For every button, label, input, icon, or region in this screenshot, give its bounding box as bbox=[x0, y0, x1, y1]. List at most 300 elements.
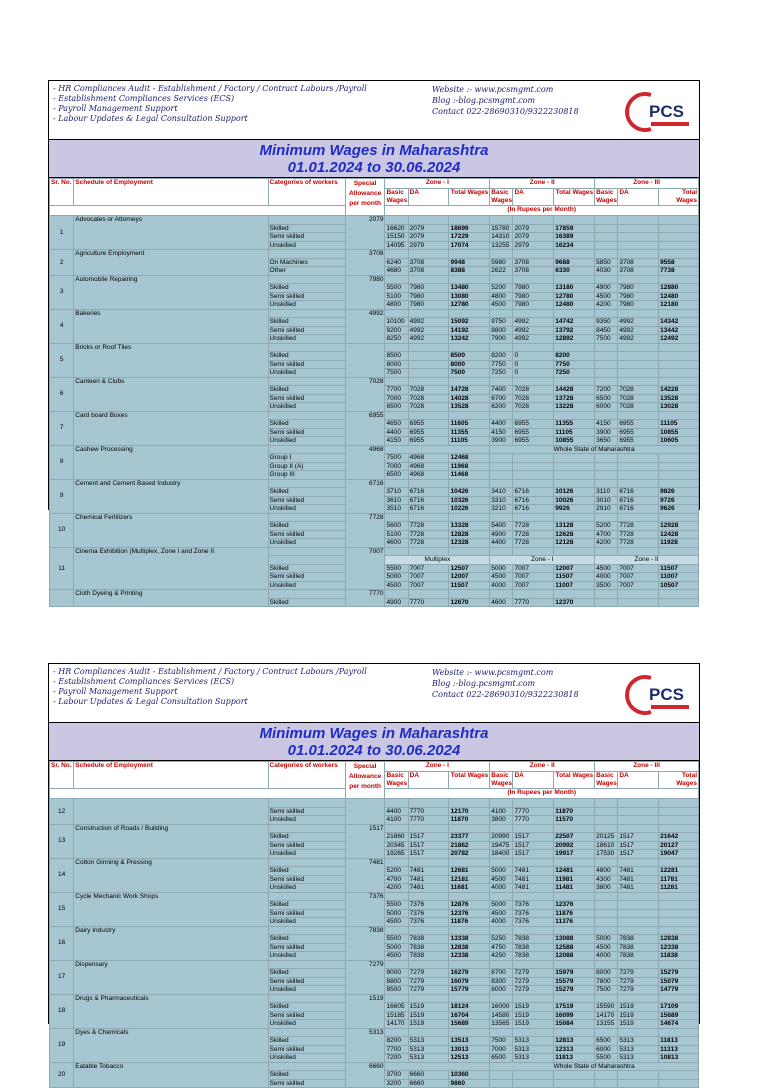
schedule-row bbox=[50, 994, 699, 1003]
title-bar bbox=[49, 140, 699, 178]
wage-cell: 5000 bbox=[490, 867, 513, 876]
wage-cell: 17229 bbox=[449, 233, 490, 242]
wage-cell bbox=[618, 807, 659, 816]
wage-cell bbox=[618, 909, 659, 918]
wage-cell bbox=[595, 1079, 618, 1088]
col-total: Total Wages bbox=[554, 772, 595, 789]
wage-cell: 6716 bbox=[513, 505, 554, 514]
wage-cell: 4250 bbox=[490, 952, 513, 961]
wage-cell: 15092 bbox=[449, 318, 490, 327]
wage-cell: 12338 bbox=[449, 952, 490, 961]
wage-cell: 6500 bbox=[595, 1037, 618, 1046]
wage-cell: 18610 bbox=[595, 841, 618, 850]
service-line: - HR Compliances Audit - Establishment / Factory / Contract Labours /Payroll bbox=[53, 667, 367, 676]
wage-cell bbox=[408, 360, 449, 369]
wage-cell: 4150 bbox=[595, 420, 618, 429]
wage-cell: 6000 bbox=[595, 403, 618, 412]
wage-cell: 6330 bbox=[554, 267, 595, 276]
wage-cell: 3708 bbox=[618, 258, 659, 267]
wage-cell: 7728 bbox=[513, 522, 554, 531]
page-2 bbox=[48, 663, 700, 1087]
website-link[interactable]: Website :- www.pcsmgmt.com bbox=[432, 85, 554, 94]
wage-cell: 14674 bbox=[659, 1020, 699, 1029]
wage-cell: 9200 bbox=[385, 326, 408, 335]
wage-cell: 14342 bbox=[659, 318, 699, 327]
wage-cell: 1519 bbox=[513, 1020, 554, 1029]
wage-cell: 4500 bbox=[490, 301, 513, 310]
wage-cell: 7838 bbox=[618, 935, 659, 944]
sr-no: 8 bbox=[50, 445, 74, 479]
wage-cell: 15279 bbox=[554, 986, 595, 995]
wage-cell: 4968 bbox=[408, 454, 449, 463]
wage-cell: 4992 bbox=[618, 326, 659, 335]
wage-cell: 12492 bbox=[659, 335, 699, 344]
wage-cell: 6500 bbox=[595, 394, 618, 403]
wage-cell: 4500 bbox=[385, 581, 408, 590]
wage-cell: 16099 bbox=[554, 1011, 595, 1020]
sr-no: 14 bbox=[50, 858, 74, 892]
wage-cell: 15780 bbox=[490, 224, 513, 233]
wage-cell: 4800 bbox=[490, 292, 513, 301]
wage-cell: 21642 bbox=[659, 833, 699, 842]
wage-cell: 4500 bbox=[385, 918, 408, 927]
special-allowance bbox=[345, 799, 385, 825]
wage-cell: 6716 bbox=[408, 496, 449, 505]
wage-cell: 10855 bbox=[554, 437, 595, 446]
wage-cell: 7481 bbox=[408, 867, 449, 876]
wage-cell: 13028 bbox=[659, 403, 699, 412]
employment-name: Cement and Cement Based Industry bbox=[74, 479, 268, 513]
wage-cell: 4000 bbox=[490, 581, 513, 590]
wage-cell: 4600 bbox=[385, 539, 408, 548]
service-line: - Labour Updates & Legal Consultation Support bbox=[53, 114, 248, 123]
service-line: - Establishment Compliances Services (ECS) bbox=[53, 677, 235, 686]
sr-no: 19 bbox=[50, 1028, 74, 1062]
worker-category: Skilled bbox=[268, 564, 345, 573]
wage-cell: 13155 bbox=[595, 1020, 618, 1029]
contact-text: Contact 022-28690310/9322230818 bbox=[432, 107, 579, 116]
wage-cell: 4992 bbox=[513, 335, 554, 344]
special-allowance: 7376 bbox=[345, 892, 385, 926]
special-allowance: 7007 bbox=[345, 547, 385, 590]
wage-cell: 3708 bbox=[513, 258, 554, 267]
worker-category: Skilled bbox=[268, 1003, 345, 1012]
wage-cell: 2079 bbox=[408, 233, 449, 242]
wage-cell: 19475 bbox=[490, 841, 513, 850]
wage-cell: 7376 bbox=[513, 918, 554, 927]
wage-cell: 11876 bbox=[554, 909, 595, 918]
wage-cell: 3310 bbox=[490, 496, 513, 505]
wage-cell: 20782 bbox=[449, 850, 490, 859]
wage-cell: 7500 bbox=[490, 1037, 513, 1046]
wage-cell: 6955 bbox=[408, 428, 449, 437]
wage-cell: 5313 bbox=[513, 1054, 554, 1063]
wage-cell: 7980 bbox=[618, 284, 659, 293]
worker-category: Semi skilled bbox=[268, 841, 345, 850]
wage-cell bbox=[513, 1079, 554, 1088]
wage-cell: 0 bbox=[513, 369, 554, 378]
wage-cell bbox=[659, 241, 699, 250]
wage-cell: 7481 bbox=[618, 884, 659, 893]
wage-cell: 12513 bbox=[449, 1054, 490, 1063]
wage-cell: 7376 bbox=[408, 901, 449, 910]
wage-cell: 12428 bbox=[659, 530, 699, 539]
wage-cell: 4400 bbox=[490, 420, 513, 429]
wage-cell: 5100 bbox=[385, 292, 408, 301]
wage-cell: 7028 bbox=[618, 394, 659, 403]
wage-cell: 7200 bbox=[595, 386, 618, 395]
wage-cell: 8200 bbox=[554, 352, 595, 361]
employment-name: Advocates or Attorneys bbox=[74, 216, 268, 250]
wage-cell: 13480 bbox=[449, 284, 490, 293]
wage-cell bbox=[618, 901, 659, 910]
wage-cell: 7770 bbox=[513, 816, 554, 825]
blog-link[interactable]: Blog :-blog.pcsmgmt.com bbox=[432, 679, 536, 688]
wage-cell: 5500 bbox=[595, 1054, 618, 1063]
wage-cell: 5313 bbox=[408, 1037, 449, 1046]
wage-cell: 19265 bbox=[385, 850, 408, 859]
schedule-row bbox=[50, 960, 699, 969]
wage-cell bbox=[595, 807, 618, 816]
wage-cell: 6500 bbox=[385, 403, 408, 412]
worker-category: On Machines bbox=[268, 258, 345, 267]
wage-cell: 7376 bbox=[513, 901, 554, 910]
wage-cell: 7750 bbox=[490, 360, 513, 369]
wage-cell: 7980 bbox=[513, 301, 554, 310]
wage-cell: 12813 bbox=[554, 1037, 595, 1046]
col-zone2: Zone - II bbox=[490, 762, 595, 772]
wage-cell: 4200 bbox=[595, 301, 618, 310]
schedule-row bbox=[50, 445, 699, 454]
wage-cell: 8300 bbox=[490, 977, 513, 986]
wage-cell: 10813 bbox=[659, 1054, 699, 1063]
wage-cell: 4992 bbox=[408, 335, 449, 344]
wage-cell: 7800 bbox=[595, 977, 618, 986]
wage-cell: 4000 bbox=[595, 952, 618, 961]
wage-cell: 3710 bbox=[385, 488, 408, 497]
wage-cell: 15150 bbox=[385, 233, 408, 242]
worker-category: Unskilled bbox=[268, 1020, 345, 1029]
service-line: - Payroll Management Support bbox=[53, 104, 178, 113]
employment-name: Automobile Repairing bbox=[74, 275, 268, 309]
wage-cell: 4400 bbox=[385, 807, 408, 816]
employment-name: Construction of Roads / Building bbox=[74, 824, 268, 858]
wage-cell: 3900 bbox=[595, 428, 618, 437]
wage-cell bbox=[554, 454, 595, 463]
worker-category: Unskilled bbox=[268, 1054, 345, 1063]
wage-cell bbox=[618, 462, 659, 471]
wage-cell: 4200 bbox=[385, 884, 408, 893]
wage-cell: 9000 bbox=[385, 969, 408, 978]
website-link[interactable]: Website :- www.pcsmgmt.com bbox=[432, 668, 554, 677]
col-categories: Categories of workers bbox=[268, 179, 345, 206]
special-allowance: 7028 bbox=[345, 377, 385, 411]
wage-cell: 4968 bbox=[408, 462, 449, 471]
wage-cell: 13513 bbox=[449, 1037, 490, 1046]
wage-cell bbox=[618, 816, 659, 825]
wage-cell: 10326 bbox=[449, 496, 490, 505]
contact-block bbox=[432, 667, 579, 700]
wage-cell: 7728 bbox=[618, 530, 659, 539]
page-header bbox=[49, 664, 699, 723]
employment-name: Bricks or Roof Tiles bbox=[74, 343, 268, 377]
wage-cell: 0 bbox=[513, 352, 554, 361]
wage-cell: 6955 bbox=[618, 428, 659, 437]
col-zone1: Zone - I bbox=[385, 179, 490, 189]
wage-cell: 7028 bbox=[513, 386, 554, 395]
worker-category: Skilled bbox=[268, 224, 345, 233]
wage-cell: 17109 bbox=[659, 1003, 699, 1012]
title-bar bbox=[49, 723, 699, 761]
wage-cell: 18699 bbox=[449, 224, 490, 233]
wage-cell: 7028 bbox=[513, 394, 554, 403]
wage-cell: 15084 bbox=[554, 1020, 595, 1029]
wage-cell: 3200 bbox=[385, 1079, 408, 1088]
worker-category: Skilled bbox=[268, 488, 345, 497]
wage-cell: 21860 bbox=[385, 833, 408, 842]
wage-cell: 1519 bbox=[408, 1003, 449, 1012]
wage-cell bbox=[554, 1079, 595, 1088]
sr-no: 1 bbox=[50, 216, 74, 250]
wage-cell: 1519 bbox=[618, 1011, 659, 1020]
wage-cell: 1517 bbox=[408, 850, 449, 859]
wage-cell bbox=[408, 369, 449, 378]
wage-cell: 1517 bbox=[513, 833, 554, 842]
wage-cell: 12480 bbox=[659, 292, 699, 301]
schedule-row bbox=[50, 1062, 699, 1071]
wage-cell: 6716 bbox=[408, 488, 449, 497]
wage-cell: 7980 bbox=[408, 292, 449, 301]
wage-cell: 7481 bbox=[408, 875, 449, 884]
wage-cell: 7770 bbox=[513, 598, 554, 607]
wage-cell: 9626 bbox=[659, 505, 699, 514]
wage-cell: 4968 bbox=[408, 471, 449, 480]
wage-cell: 7500 bbox=[449, 369, 490, 378]
wage-cell bbox=[490, 471, 513, 480]
wage-cell: 10605 bbox=[659, 437, 699, 446]
worker-category: Semi skilled bbox=[268, 977, 345, 986]
wage-cell: 4100 bbox=[490, 807, 513, 816]
wage-cell: 1519 bbox=[513, 1003, 554, 1012]
wage-cell: 14095 bbox=[385, 241, 408, 250]
employment-name: Canteen & Clubs bbox=[74, 377, 268, 411]
wage-cell: 4400 bbox=[385, 428, 408, 437]
wage-cell: 4500 bbox=[595, 292, 618, 301]
schedule-row bbox=[50, 799, 699, 808]
wage-cell: 5000 bbox=[595, 935, 618, 944]
special-allowance: 5313 bbox=[345, 1028, 385, 1062]
wage-cell bbox=[618, 918, 659, 927]
wage-cell: 12892 bbox=[554, 335, 595, 344]
col-sr: Sr. No. bbox=[50, 179, 74, 206]
wage-cell bbox=[595, 241, 618, 250]
wage-cell: 2622 bbox=[490, 267, 513, 276]
wage-cell: 13180 bbox=[554, 284, 595, 293]
wage-cell: 20345 bbox=[385, 841, 408, 850]
wage-cell: 12681 bbox=[449, 867, 490, 876]
services-list bbox=[53, 667, 367, 707]
wage-cell: 1517 bbox=[408, 833, 449, 842]
wage-cell: 7279 bbox=[408, 969, 449, 978]
wage-cell bbox=[490, 454, 513, 463]
worker-category: Unskilled bbox=[268, 581, 345, 590]
schedule-row bbox=[50, 824, 699, 833]
wage-cell: 6240 bbox=[385, 258, 408, 267]
wage-cell: 2079 bbox=[408, 224, 449, 233]
zone-label: Zone - II bbox=[595, 556, 699, 565]
wage-cell: 10855 bbox=[659, 428, 699, 437]
sr-no: 15 bbox=[50, 892, 74, 926]
col-da: DA bbox=[618, 772, 659, 789]
wage-cell: 6955 bbox=[618, 420, 659, 429]
wage-cell bbox=[554, 471, 595, 480]
wage-cell: 11681 bbox=[449, 884, 490, 893]
wage-cell: 7700 bbox=[385, 386, 408, 395]
wage-cell: 1517 bbox=[618, 841, 659, 850]
wage-cell: 14779 bbox=[659, 986, 699, 995]
wage-cell bbox=[659, 1079, 699, 1088]
wage-cell: 10360 bbox=[449, 1071, 490, 1080]
wage-cell: 1519 bbox=[618, 1020, 659, 1029]
wage-cell: 7481 bbox=[513, 867, 554, 876]
wage-cell: 7481 bbox=[618, 867, 659, 876]
wage-cell bbox=[595, 454, 618, 463]
wage-cell: 20127 bbox=[659, 841, 699, 850]
wage-cell bbox=[513, 462, 554, 471]
wage-cell bbox=[659, 369, 699, 378]
wage-cell: 12670 bbox=[449, 598, 490, 607]
wage-cell: 7279 bbox=[513, 986, 554, 995]
sr-no: 4 bbox=[50, 309, 74, 343]
wage-cell: 3700 bbox=[385, 1071, 408, 1080]
wage-cell: 9750 bbox=[490, 318, 513, 327]
wage-cell: 5313 bbox=[513, 1045, 554, 1054]
wage-cell: 20125 bbox=[595, 833, 618, 842]
worker-category: Semi skilled bbox=[268, 233, 345, 242]
special-allowance: 1517 bbox=[345, 824, 385, 858]
col-total: Total Wages bbox=[554, 189, 595, 206]
wage-cell: 9948 bbox=[449, 258, 490, 267]
wage-cell: 7007 bbox=[408, 564, 449, 573]
wage-cell: 14028 bbox=[449, 394, 490, 403]
wage-cell: 7728 bbox=[408, 539, 449, 548]
sr-no: 11 bbox=[50, 547, 74, 590]
wage-cell: 17530 bbox=[595, 850, 618, 859]
wage-cell: 19917 bbox=[554, 850, 595, 859]
wage-cell: 8500 bbox=[385, 986, 408, 995]
schedule-row bbox=[50, 926, 699, 935]
wage-cell: 16620 bbox=[385, 224, 408, 233]
wage-cell: 7000 bbox=[385, 462, 408, 471]
wage-cell: 12313 bbox=[554, 1045, 595, 1054]
wage-cell: 14310 bbox=[490, 233, 513, 242]
wage-cell: 7028 bbox=[408, 394, 449, 403]
wage-cell: 7980 bbox=[408, 284, 449, 293]
wage-cell: 3510 bbox=[385, 505, 408, 514]
wage-cell: 14428 bbox=[554, 386, 595, 395]
col-total: Total Wages bbox=[659, 189, 699, 206]
wage-cell: 5313 bbox=[618, 1045, 659, 1054]
wage-cell: 7838 bbox=[513, 943, 554, 952]
wage-cell bbox=[659, 224, 699, 233]
wage-cell: 4992 bbox=[513, 318, 554, 327]
wage-cell: 11507 bbox=[449, 581, 490, 590]
schedule-row bbox=[50, 479, 699, 488]
wage-cell: 11507 bbox=[659, 564, 699, 573]
wage-cell: 7007 bbox=[513, 564, 554, 573]
wage-cell: 6700 bbox=[490, 394, 513, 403]
worker-category: Unskilled bbox=[268, 505, 345, 514]
wage-cell: 7838 bbox=[513, 952, 554, 961]
wage-cell: 7250 bbox=[490, 369, 513, 378]
wage-cell: 8000 bbox=[490, 986, 513, 995]
worker-category: Unskilled bbox=[268, 952, 345, 961]
wage-cell: 1519 bbox=[513, 1011, 554, 1020]
wage-cell: 7980 bbox=[618, 301, 659, 310]
wage-cell: 7028 bbox=[618, 403, 659, 412]
wage-cell: 7376 bbox=[513, 909, 554, 918]
sr-no: 12 bbox=[50, 799, 74, 825]
wage-cell: 3900 bbox=[490, 437, 513, 446]
wage-cell: 4500 bbox=[490, 875, 513, 884]
col-schedule: Schedule of Employment bbox=[74, 179, 268, 206]
wage-cell: 7028 bbox=[408, 386, 449, 395]
wage-cell: 3800 bbox=[595, 884, 618, 893]
worker-category: Unskilled bbox=[268, 986, 345, 995]
wage-cell: 4500 bbox=[595, 564, 618, 573]
wage-cell: 4100 bbox=[385, 816, 408, 825]
zone-note: Whole State of Maharashtra bbox=[490, 1062, 699, 1071]
worker-category: Semi skilled bbox=[268, 573, 345, 582]
worker-category: Other bbox=[268, 267, 345, 276]
special-allowance: 6955 bbox=[345, 411, 385, 445]
blog-link[interactable]: Blog :-blog.pcsmgmt.com bbox=[432, 96, 536, 105]
wage-cell: 4000 bbox=[595, 573, 618, 582]
wage-cell: 4500 bbox=[385, 952, 408, 961]
wage-cell: 12338 bbox=[659, 943, 699, 952]
employment-name: Eatable Tobacco bbox=[74, 1062, 268, 1088]
wage-cell: 7007 bbox=[408, 581, 449, 590]
special-allowance: 7728 bbox=[345, 513, 385, 547]
worker-category: Unskilled bbox=[268, 437, 345, 446]
col-da: DA bbox=[618, 189, 659, 206]
wage-cell: 6500 bbox=[490, 1054, 513, 1063]
col-basic: Basic Wages bbox=[491, 772, 513, 787]
wage-cell bbox=[659, 352, 699, 361]
wage-cell: 9350 bbox=[595, 318, 618, 327]
wage-cell: 17074 bbox=[449, 241, 490, 250]
wage-cell: 13328 bbox=[449, 522, 490, 531]
wage-cell: 13255 bbox=[490, 241, 513, 250]
zone-label: Zone - I bbox=[490, 556, 595, 565]
worker-category: Skilled bbox=[268, 420, 345, 429]
wage-cell: 5500 bbox=[385, 901, 408, 910]
wage-cell: 16605 bbox=[385, 1003, 408, 1012]
wage-cell: 7500 bbox=[385, 454, 408, 463]
wage-cell: 6716 bbox=[618, 496, 659, 505]
special-allowance: 6716 bbox=[345, 479, 385, 513]
wage-cell: 5000 bbox=[385, 943, 408, 952]
col-zone3: Zone - III bbox=[595, 179, 699, 189]
wage-cell: 7500 bbox=[385, 369, 408, 378]
wage-cell: 7700 bbox=[385, 1045, 408, 1054]
wage-cell: 11870 bbox=[449, 816, 490, 825]
wage-cell: 6955 bbox=[408, 437, 449, 446]
wage-cell: 6500 bbox=[385, 471, 408, 480]
wage-cell: 12838 bbox=[659, 935, 699, 944]
special-allowance: 2079 bbox=[345, 216, 385, 250]
wage-cell bbox=[595, 918, 618, 927]
